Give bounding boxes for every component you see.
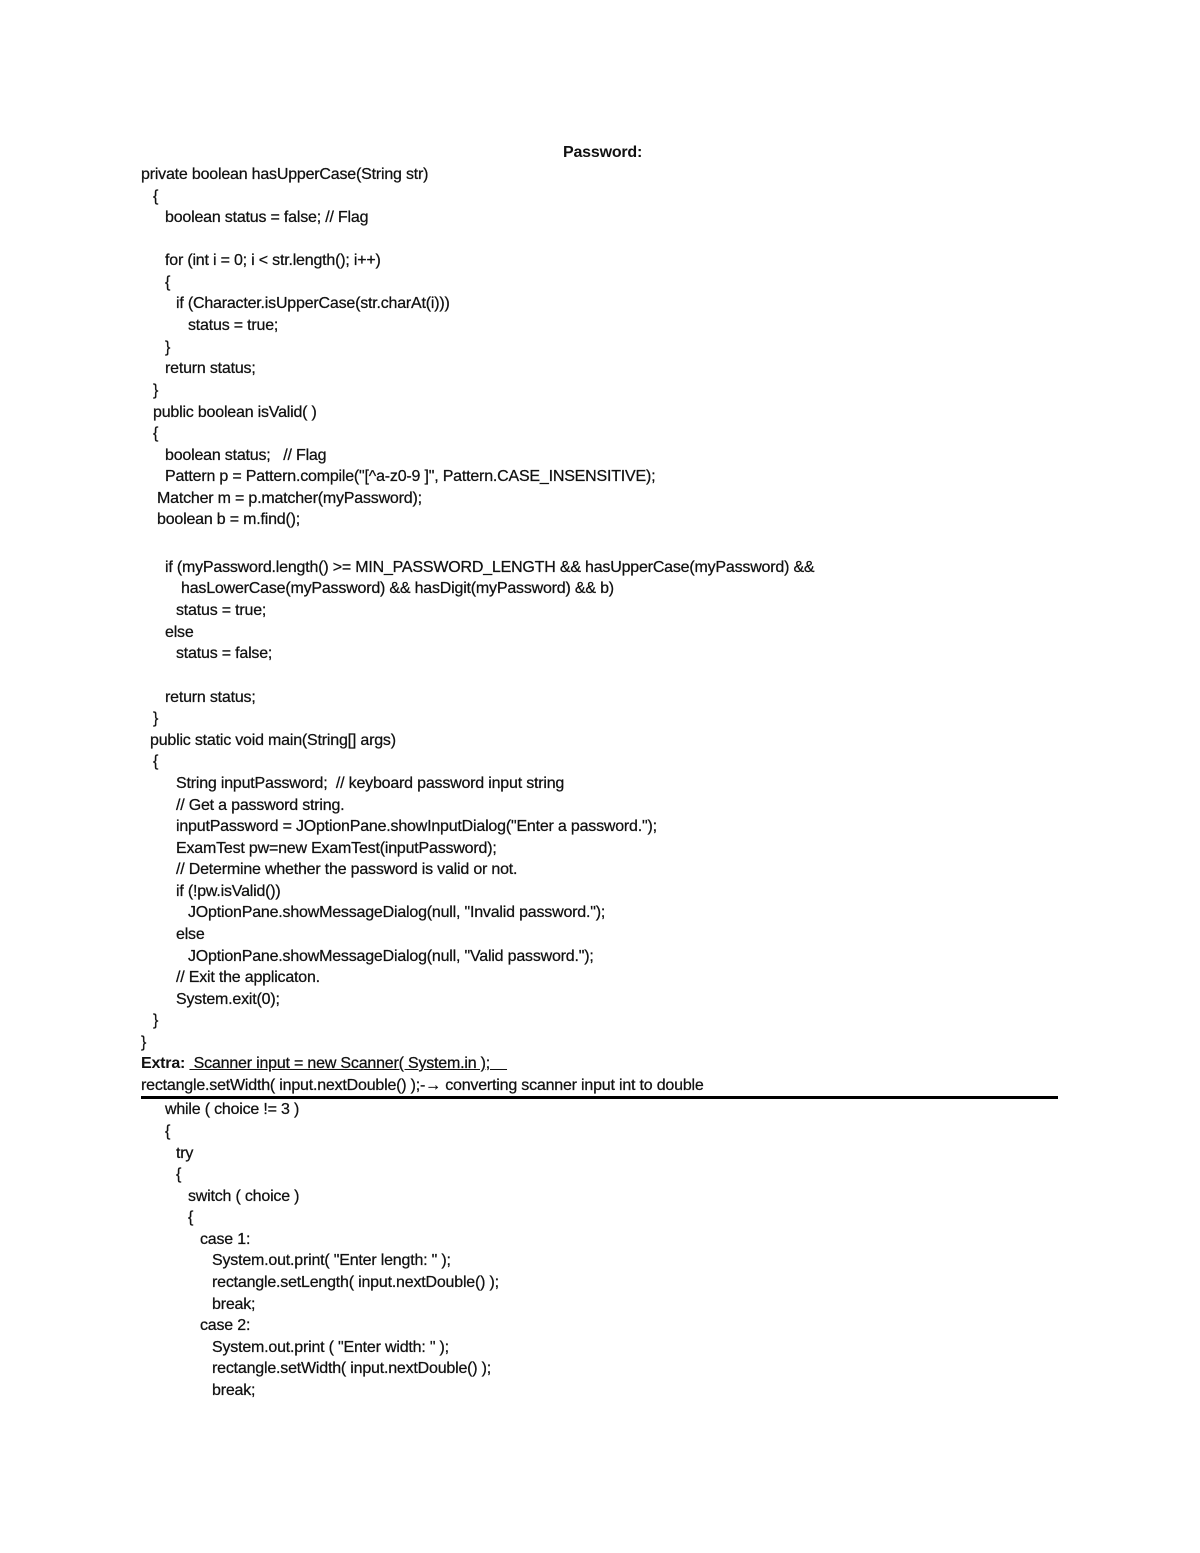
code-line: Pattern p = Pattern.compile("[^a-z0-9 ]", Pattern.CASE_INSENSITIVE); (165, 468, 656, 485)
code-line: // Get a password string. (176, 797, 345, 814)
code-line: while ( choice != 3 ) (165, 1101, 300, 1118)
code-line: { (153, 753, 159, 770)
code-line: System.exit(0); (176, 991, 280, 1008)
code-line: { (188, 1209, 194, 1226)
code-line: hasLowerCase(myPassword) && hasDigit(myPassword) && b) (181, 580, 614, 597)
code-line: else (176, 926, 205, 943)
code-line: private boolean hasUpperCase(String str) (141, 166, 429, 183)
code-line: JOptionPane.showMessageDialog(null, "Invalid password."); (188, 904, 606, 921)
code-line: { (165, 274, 171, 291)
code-line: return status; (165, 360, 256, 377)
code-line: break; (212, 1382, 256, 1399)
code-line: case 1: (200, 1231, 251, 1248)
extra-label: Extra: (141, 1055, 186, 1072)
code-line: public static void main(String[] args) (150, 732, 396, 749)
code-line: } (153, 1012, 159, 1029)
code-line: status = false; (176, 645, 273, 662)
code-line: { (153, 425, 159, 442)
code-line: { (153, 188, 159, 205)
code-line: if (Character.isUpperCase(str.charAt(i))) (176, 295, 450, 312)
code-line: try (176, 1145, 194, 1162)
code-line: { (176, 1166, 182, 1183)
code-line: rectangle.setWidth( input.nextDouble() ); (212, 1360, 492, 1377)
code-line: // Exit the applicaton. (176, 969, 320, 986)
code-line: return status; (165, 689, 256, 706)
extra-code: Scanner input = new Scanner( System.in ); (189, 1055, 508, 1072)
code-line: JOptionPane.showMessageDialog(null, "Valid password."); (188, 948, 594, 965)
code-line: break; (212, 1296, 256, 1313)
code-line: case 2: (200, 1317, 251, 1334)
code-line: else (165, 624, 194, 641)
horizontal-rule (141, 1096, 1058, 1099)
code-line: for (int i = 0; i < str.length(); i++) (165, 252, 381, 269)
code-line: } (153, 710, 159, 727)
code-line: status = true; (176, 602, 267, 619)
code-line: status = true; (188, 317, 279, 334)
code-line: // Determine whether the password is valid or not. (176, 861, 518, 878)
code-line: Matcher m = p.matcher(myPassword); (157, 490, 422, 507)
page-title: Password: (563, 144, 643, 161)
code-line: } (165, 339, 171, 356)
code-line: { (165, 1123, 171, 1140)
code-line: public boolean isValid( ) (153, 404, 317, 421)
code-line: String inputPassword; // keyboard password input string (176, 775, 565, 792)
code-line: System.out.print( "Enter length: " ); (212, 1252, 451, 1269)
code-line: if (!pw.isValid()) (176, 883, 281, 900)
code-line: } (141, 1034, 147, 1051)
code-line: switch ( choice ) (188, 1188, 300, 1205)
code-line: ExamTest pw=new ExamTest(inputPassword); (176, 840, 497, 857)
code-line: inputPassword = JOptionPane.showInputDialog("Enter a password."); (176, 818, 657, 835)
code-line: boolean status; // Flag (165, 447, 327, 464)
code-line: rectangle.setLength( input.nextDouble() ); (212, 1274, 499, 1291)
code-line: System.out.print ( "Enter width: " ); (212, 1339, 449, 1356)
code-line: if (myPassword.length() >= MIN_PASSWORD_LENGTH && hasUpperCase(myPassword) && (165, 559, 815, 576)
code-line: boolean status = false; // Flag (165, 209, 369, 226)
code-line: } (153, 382, 159, 399)
code-line: boolean b = m.find(); (157, 511, 300, 528)
converting-line: rectangle.setWidth( input.nextDouble() );-→ converting scanner input int to double (141, 1077, 704, 1094)
extra-line (141, 1054, 507, 1074)
